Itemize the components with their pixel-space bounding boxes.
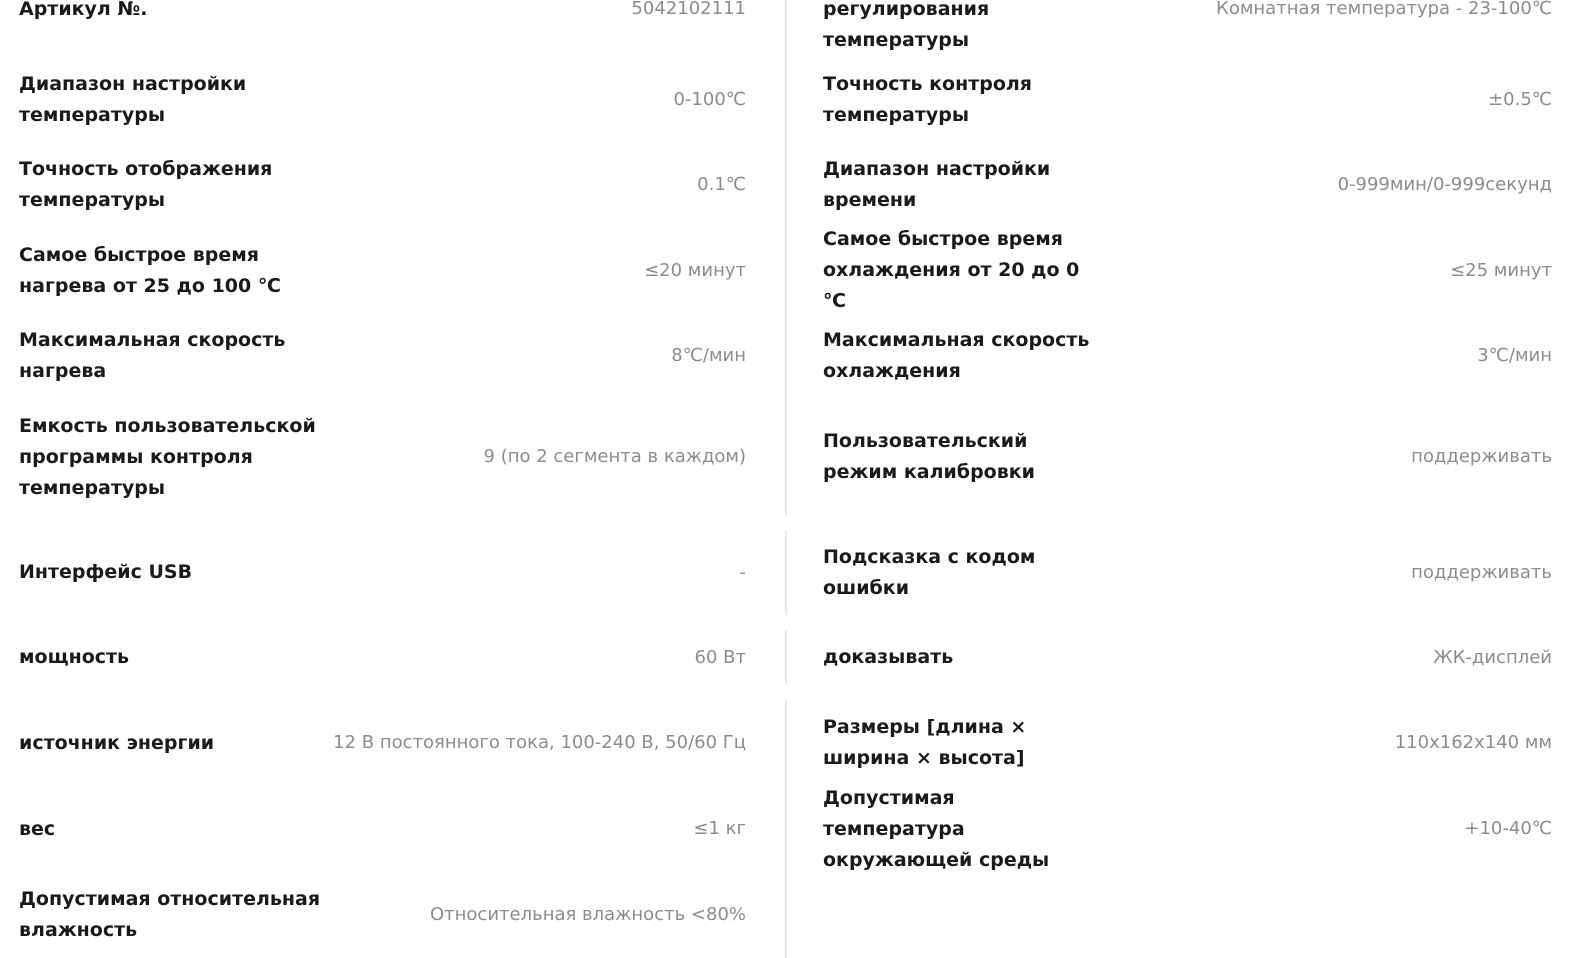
spec-cell-left: [0, 872, 787, 958]
spec-value: -: [739, 561, 746, 583]
spec-label: Подсказка с кодом ошибки: [823, 545, 1036, 599]
spec-cell-right: [787, 872, 1595, 958]
spec-value: 0-999мин/0-999секунд: [1337, 174, 1552, 195]
spec-cell-right: [787, 630, 1595, 685]
spec-cell-left: [0, 530, 787, 615]
spec-value: Комнатная температура - 23-100℃: [1216, 0, 1552, 19]
spec-cell-left: [0, 57, 787, 142]
spec-value: поддерживать: [1411, 561, 1552, 583]
spec-value: ≤25 минут: [1450, 259, 1552, 281]
spec-cell-left: [0, 399, 787, 515]
spec-label: Допустимая относительная влажность: [19, 888, 321, 941]
spec-row: [0, 530, 1595, 615]
spec-value: Относительная влажность <80%: [430, 904, 746, 925]
spec-label: Диапазон настройки времени: [823, 158, 1051, 211]
spec-label: Диапазон настройки температуры: [19, 72, 247, 126]
spec-gap-left: [0, 515, 787, 530]
spec-row: [0, 228, 1595, 313]
spec-label: Пользовательский режим калибровки: [823, 430, 1035, 483]
spec-cell-right: [787, 530, 1595, 615]
spec-cell-right: [787, 228, 1595, 313]
spec-label: доказывать: [823, 646, 954, 668]
spec-cell-right: [787, 0, 1595, 57]
spec-gap-right: [787, 515, 1595, 530]
spec-row: [0, 872, 1595, 958]
spec-value: 110x162x140 мм: [1394, 732, 1552, 753]
spec-label: Емкость пользовательской программы контроля температуры: [19, 414, 316, 499]
spec-row: [0, 786, 1595, 872]
spec-row: [0, 57, 1595, 142]
spec-value: 60 Вт: [694, 646, 746, 668]
spec-value: 8℃/мин: [671, 345, 746, 366]
spec-cell-left: [0, 228, 787, 313]
spec-cell-right: [787, 786, 1595, 872]
spec-gap-left: [0, 685, 787, 700]
spec-value: 5042102111: [631, 0, 746, 19]
spec-label: мощность: [19, 646, 130, 668]
spec-value: 0.1℃: [697, 174, 746, 195]
spec-row: [0, 313, 1595, 399]
spec-label: Допустимая температура окружающей среды: [823, 786, 1050, 871]
spec-gap-left: [0, 615, 787, 630]
spec-cell-right: [787, 313, 1595, 399]
spec-label: источник энергии: [19, 731, 215, 754]
spec-row-gap: [0, 685, 1595, 700]
spec-row-gap: [0, 515, 1595, 530]
spec-row: [0, 630, 1595, 685]
spec-row-gap: [0, 615, 1595, 630]
spec-cell-right: [787, 142, 1595, 228]
spec-label: Размеры [длина × ширина × высота]: [823, 716, 1027, 769]
spec-row: [0, 399, 1595, 515]
spec-value: 12 В постоянного тока, 100-240 В, 50/60 Гц: [333, 732, 746, 753]
spec-cell-left: [0, 142, 787, 228]
spec-value: 3℃/мин: [1477, 345, 1552, 366]
spec-label: Артикул №.: [19, 0, 148, 20]
spec-value: +10-40℃: [1464, 818, 1552, 839]
spec-label: Самое быстрое время нагрева от 25 до 100 ℃: [19, 243, 281, 297]
spec-label: Максимальная скорость охлаждения: [823, 329, 1090, 382]
spec-value: ЖК-дисплей: [1433, 646, 1552, 668]
spec-value: 9 (по 2 сегмента в каждом): [483, 446, 746, 467]
spec-cell-left: [0, 0, 787, 57]
spec-value: ≤20 минут: [644, 259, 746, 281]
spec-row: [0, 0, 1595, 57]
spec-cell-right: [787, 57, 1595, 142]
spec-value: ≤1 кг: [693, 818, 746, 839]
spec-cell-right: [787, 399, 1595, 515]
spec-label: Интерфейс USB: [19, 561, 193, 583]
spec-cell-right: [787, 700, 1595, 786]
spec-row: [0, 142, 1595, 228]
spec-gap-right: [787, 615, 1595, 630]
spec-label: регулирования температуры: [823, 0, 990, 51]
spec-cell-left: [0, 313, 787, 399]
spec-label: вес: [19, 817, 56, 840]
spec-label: Точность отображения температуры: [19, 158, 273, 211]
spec-row: [0, 700, 1595, 786]
spec-value: поддерживать: [1411, 446, 1552, 467]
spec-cell-left: [0, 786, 787, 872]
spec-cell-left: [0, 700, 787, 786]
spec-value: ±0.5℃: [1488, 88, 1552, 110]
spec-label: Точность контроля температуры: [823, 72, 1032, 126]
spec-cell-left: [0, 630, 787, 685]
spec-label: Самое быстрое время охлаждения от 20 до 0 ℃: [823, 228, 1080, 312]
spec-value: 0-100℃: [673, 88, 746, 110]
spec-label: Максимальная скорость нагрева: [19, 329, 286, 382]
spec-gap-right: [787, 685, 1595, 700]
